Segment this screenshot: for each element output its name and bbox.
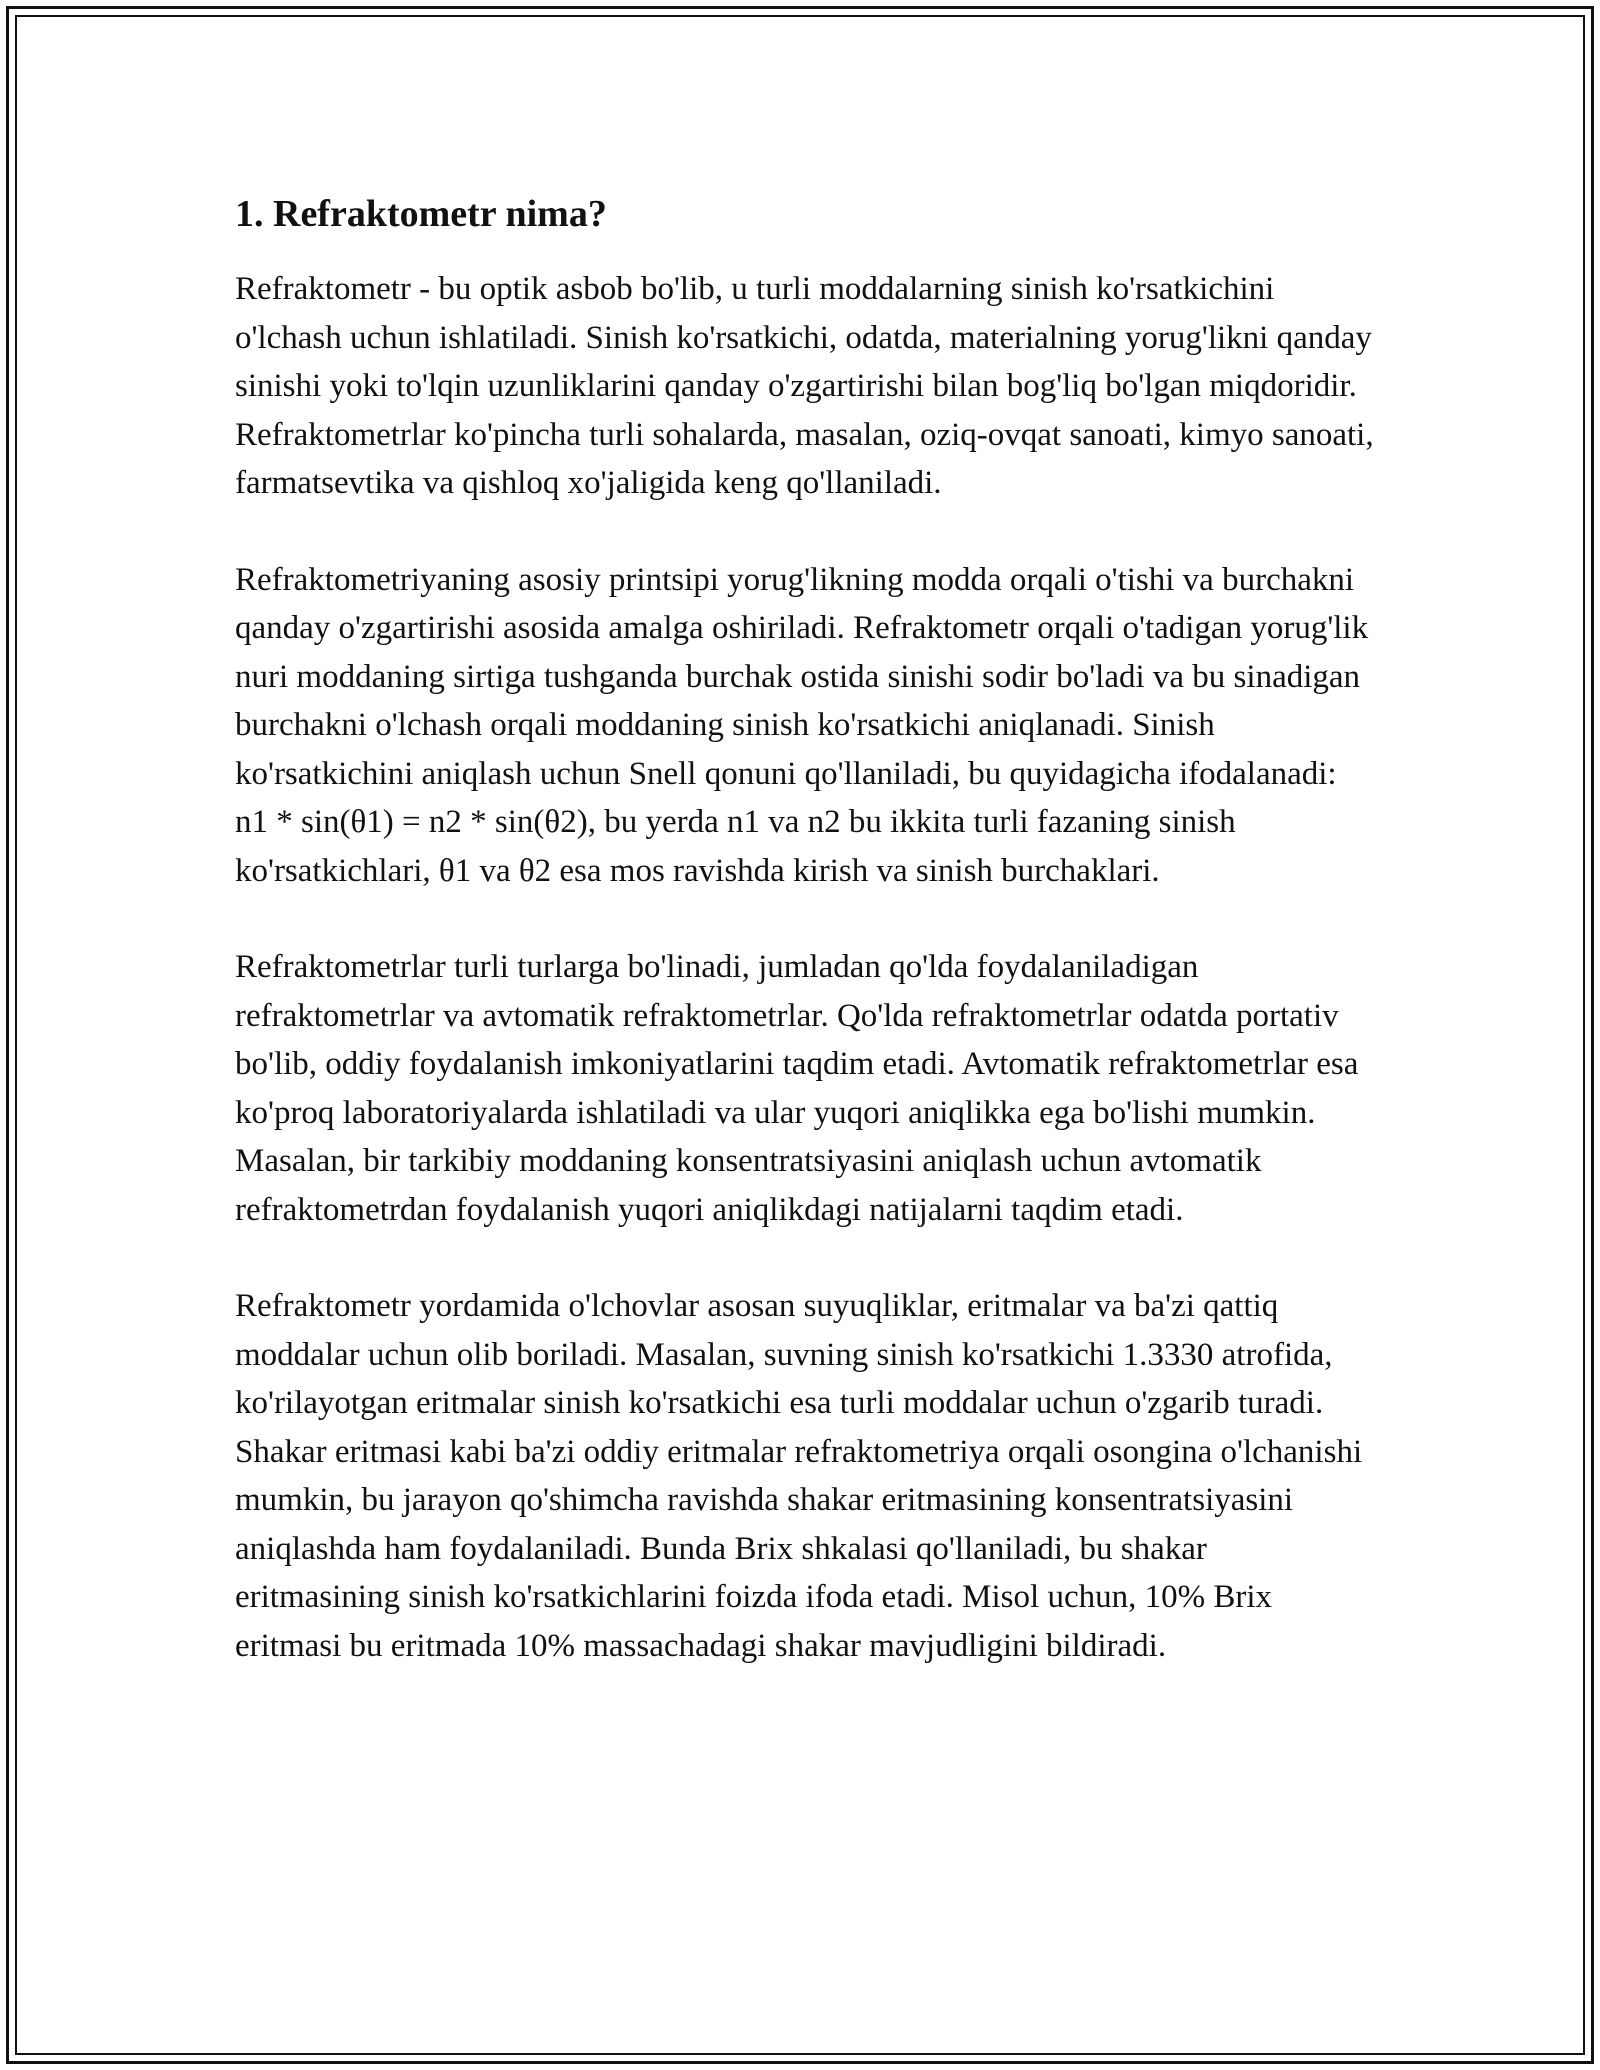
paragraph-principle: Refraktometriyaning asosiy printsipi yorug'likning modda orqali o'tishi va burchakni qanday o'zgartirishi asosida amalga oshiriladi. Refraktometr orqali o'tadigan yorug'lik nuri moddaning sirtiga tushganda burchak ostida sinishi sodir bo'ladi va bu sinadigan burchakni o'lchash orqali moddaning sinish ko'rsatkichi aniqlanadi. Sinish ko'rsatkichini aniqlash uchun Snell qonuni qo'llaniladi, bu quyidagicha ifodalanadi: n1 * sin(θ1) = n2 * sin(θ2), bu yerda n1 va n2 bu ikkita turli fazaning sinish ko'rsatkichlari, θ1 va θ2 esa mos ravishda kirish va sinish burchaklari. <box>235 561 1369 889</box>
paragraph-types: Refraktometrlar turli turlarga bo'linadi, jumladan qo'lda foydalaniladigan refraktometrlar va avtomatik refraktometrlar. Qo'lda refraktometrlar odatda portativ bo'lib, oddiy foydalanish imkoniyatlarini taqdim etadi. Avtomatik refraktometrlar esa ko'proq laboratoriyalarda ishlatiladi va ular yuqori aniqlikka ega bo'lishi mumkin. Masalan, bir tarkibiy moddaning konsentratsiyasini aniqlash uchun avtomatik refraktometrdan foydalanish yuqori aniqlikdagi natijalarni taqdim etadi. <box>235 949 1359 1228</box>
paragraph-definition: Refraktometr - bu optik asbob bo'lib, u turli moddalarning sinish ko'rsatkichini o'lchash uchun ishlatiladi. Sinish ko'rsatkichi, odatda, materialning yorug'likni qanday sinishi yoki to'lqin uzunliklarini qanday o'zgartirishi bilan bog'liq bo'lgan miqdoridir. Refraktometrlar ko'pincha turli sohalarda, masalan, oziq-ovqat sanoati, kimyo sanoati, farmatsevtika va qishloq xo'jaligida keng qo'llaniladi. <box>235 271 1374 501</box>
paragraph-measurements: Refraktometr yordamida o'lchovlar asosan suyuqliklar, eritmalar va ba'zi qattiq moddalar uchun olib boriladi. Masalan, suvning sinish ko'rsatkichi 1.3330 atrofida, ko'rilayotgan eritmalar sinish ko'rsatkichi esa turli moddalar uchun o'zgarib turadi. Shakar eritmasi kabi ba'zi oddiy eritmalar refraktometriya orqali osongina o'lchanishi mumkin, bu jarayon qo'shimcha ravishda shakar eritmasining konsentratsiyasini aniqlashda ham foydalaniladi. Bunda Brix shkalasi qo'llaniladi, bu shakar eritmasining sinish ko'rsatkichlarini foizda ifoda etadi. Misol uchun, 10% Brix eritmasi bu eritmada 10% massachadagi shakar mavjudligini bildiradi. <box>235 1288 1363 1664</box>
document-content <box>235 186 1375 1670</box>
document-heading: 1. Refraktometr nima? <box>235 193 607 235</box>
